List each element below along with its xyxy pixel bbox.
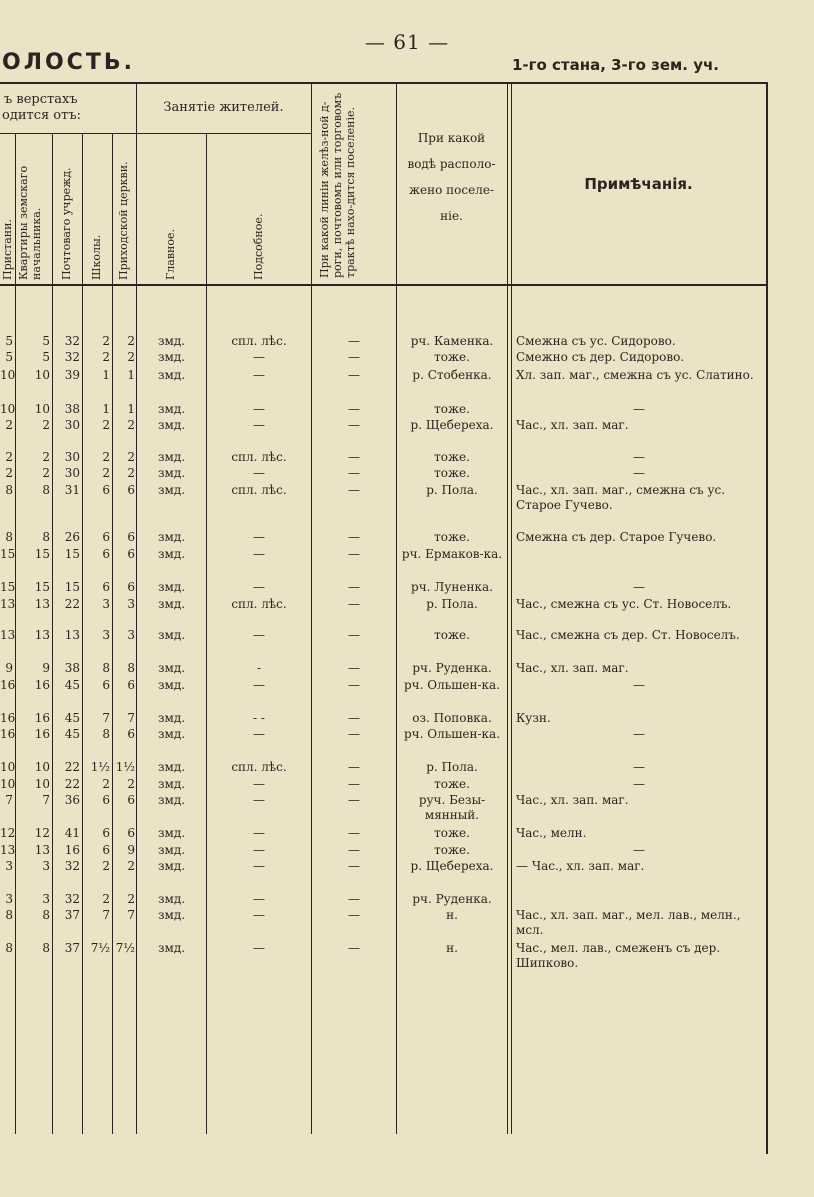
cell-c4: 2 <box>127 350 135 364</box>
cell-c3: 6 <box>102 530 110 544</box>
cell-water: рч. Руденка. <box>412 892 492 906</box>
col-divider <box>396 84 397 1134</box>
cell-notes: Смежна съ ус. Сидорово. <box>516 334 676 348</box>
header-kvartira: Квартиры земскаго начальника. <box>17 165 43 280</box>
cell-c2: 38 <box>64 661 80 675</box>
cell-aux: спл. лѣс. <box>231 597 287 611</box>
cell-main: змд. <box>157 777 186 791</box>
cell-c2: 16 <box>64 843 80 857</box>
cell-c1: 2 <box>42 466 50 480</box>
cell-c4: 2 <box>127 892 135 906</box>
cell-rail: — <box>348 597 360 611</box>
cell-water: тоже. <box>434 466 470 480</box>
cell-notes: — Час., хл. зап. маг. <box>516 859 645 873</box>
header-railway: При какой линіи желѣз-ной д-роги, почтовомъ или торговомъ трактѣ нахо-дится поселеніе. <box>318 92 357 278</box>
cell-c3: 2 <box>102 418 110 432</box>
cell-c0: 12 <box>0 826 16 840</box>
cell-c2: 32 <box>64 892 80 906</box>
cell-main: змд. <box>157 547 186 561</box>
cell-c3: 2 <box>102 859 110 873</box>
cell-aux: — <box>253 678 265 692</box>
cell-c4: 6 <box>127 580 135 594</box>
cell-water: оз. Поповка. <box>412 711 492 725</box>
cell-c0: 8 <box>5 908 13 922</box>
stan-info: 1-го стана, 3-го зем. уч. <box>511 56 719 74</box>
cell-main: змд. <box>157 793 186 807</box>
distance-group-rule <box>0 133 136 134</box>
cell-c3: 6 <box>102 580 110 594</box>
cell-c1: 16 <box>34 678 50 692</box>
cell-water: тоже. <box>434 402 470 416</box>
cell-notes: — <box>633 843 645 857</box>
cell-aux: — <box>253 859 265 873</box>
cell-notes: Хл. зап. маг., смежна съ ус. Слатино. <box>516 368 754 382</box>
cell-c2: 32 <box>64 859 80 873</box>
distance-group-line2: одится отъ: <box>2 108 81 123</box>
header-tserkov: Приходской церкви. <box>117 161 130 280</box>
cell-c3: 2 <box>102 892 110 906</box>
cell-water: тоже. <box>434 350 470 364</box>
col-divider <box>766 84 768 1154</box>
cell-c4: 9 <box>127 843 135 857</box>
cell-water: рч. Каменка. <box>410 334 494 348</box>
cell-c3: 7 <box>102 908 110 922</box>
col-divider <box>511 84 512 1134</box>
cell-c4: 6 <box>127 826 135 840</box>
cell-aux: - <box>256 661 262 675</box>
cell-c3: 6 <box>102 678 110 692</box>
cell-c2: 31 <box>64 483 80 497</box>
cell-c4: 2 <box>127 466 135 480</box>
cell-rail: — <box>348 826 360 840</box>
cell-main: змд. <box>157 530 186 544</box>
cell-c4: 2 <box>127 859 135 873</box>
cell-c2: 22 <box>64 777 80 791</box>
cell-notes: Час., хл. зап. маг. <box>516 661 629 675</box>
cell-c2: 30 <box>64 466 80 480</box>
cell-c0: 16 <box>0 711 16 725</box>
cell-notes: Час., мелн. <box>516 826 587 840</box>
cell-c4: 7½ <box>115 941 135 955</box>
cell-c1: 10 <box>34 368 50 382</box>
cell-c0: 3 <box>5 892 13 906</box>
cell-c0: 2 <box>5 450 13 464</box>
cell-water: н. <box>446 908 458 922</box>
cell-water: н. <box>446 941 458 955</box>
cell-aux: — <box>253 402 265 416</box>
cell-aux: спл. лѣс. <box>231 760 287 774</box>
cell-c4: 6 <box>127 483 135 497</box>
cell-aux: — <box>253 941 265 955</box>
cell-rail: — <box>348 466 360 480</box>
cell-rail: — <box>348 678 360 692</box>
header-water-line4: ніе. <box>440 209 463 223</box>
cell-main: змд. <box>157 892 186 906</box>
cell-c3: 1 <box>102 368 110 382</box>
cell-main: змд. <box>157 466 186 480</box>
cell-rail: — <box>348 450 360 464</box>
cell-notes: Час., хл. зап. маг., смежна съ ус. Старое Гучево. <box>516 483 726 512</box>
cell-c4: 1 <box>127 402 135 416</box>
cell-notes: — <box>633 727 645 741</box>
cell-c2: 15 <box>64 580 80 594</box>
cell-c4: 7 <box>127 908 135 922</box>
cell-rail: — <box>348 418 360 432</box>
cell-notes: Смежно съ дер. Сидорово. <box>516 350 685 364</box>
header-aux: Подсобное. <box>252 213 265 280</box>
cell-c2: 41 <box>64 826 80 840</box>
cell-c4: 6 <box>127 793 135 807</box>
cell-notes: — <box>633 777 645 791</box>
cell-c4: 6 <box>127 678 135 692</box>
cell-c3: 1 <box>102 402 110 416</box>
cell-c1: 2 <box>42 450 50 464</box>
cell-c0: 5 <box>5 334 13 348</box>
header-water-line2: водѣ располо- <box>407 157 496 171</box>
cell-rail: — <box>348 483 360 497</box>
cell-aux: — <box>253 826 265 840</box>
cell-aux: - - <box>253 711 265 725</box>
cell-main: змд. <box>157 678 186 692</box>
cell-water: тоже. <box>434 450 470 464</box>
cell-rail: — <box>348 892 360 906</box>
cell-water: тоже. <box>434 530 470 544</box>
cell-rail: — <box>348 941 360 955</box>
cell-c3: 2 <box>102 350 110 364</box>
cell-aux: — <box>253 777 265 791</box>
cell-c0: 16 <box>0 727 16 741</box>
cell-c3: 6 <box>102 843 110 857</box>
cell-notes: Час., хл. зап. маг., мел. лав., мелн., мсл. <box>516 908 741 937</box>
cell-aux: — <box>253 466 265 480</box>
table-top-rule <box>0 82 768 84</box>
cell-c2: 26 <box>64 530 80 544</box>
header-water <box>396 125 507 229</box>
cell-c1: 10 <box>34 402 50 416</box>
cell-c3: 3 <box>102 597 110 611</box>
cell-notes: Час., смежна съ дер. Ст. Новоселъ. <box>516 628 740 642</box>
cell-c1: 16 <box>34 727 50 741</box>
cell-c3: 1½ <box>90 760 110 774</box>
cell-c1: 3 <box>42 859 50 873</box>
cell-c4: 6 <box>127 547 135 561</box>
cell-aux: — <box>253 350 265 364</box>
cell-aux: — <box>253 530 265 544</box>
cell-water: рч. Ольшен-ка. <box>403 678 501 692</box>
cell-c1: 5 <box>42 334 50 348</box>
cell-c1: 12 <box>34 826 50 840</box>
cell-c1: 3 <box>42 892 50 906</box>
cell-water: тоже. <box>434 826 470 840</box>
cell-c2: 32 <box>64 334 80 348</box>
cell-c3: 6 <box>102 483 110 497</box>
cell-c3: 7 <box>102 711 110 725</box>
cell-aux: — <box>253 843 265 857</box>
occupation-group-rule <box>136 133 311 134</box>
cell-c1: 8 <box>42 908 50 922</box>
header-water-line3: жено поселе- <box>408 183 494 197</box>
cell-main: змд. <box>157 334 186 348</box>
cell-c1: 13 <box>34 628 50 642</box>
cell-rail: — <box>348 760 360 774</box>
cell-c4: 2 <box>127 418 135 432</box>
cell-rail: — <box>348 530 360 544</box>
cell-main: змд. <box>157 368 186 382</box>
cell-water: р. Щебереха. <box>410 418 494 432</box>
cell-c2: 38 <box>64 402 80 416</box>
cell-c3: 6 <box>102 547 110 561</box>
cell-main: змд. <box>157 450 186 464</box>
cell-main: змд. <box>157 727 186 741</box>
cell-water: рч. Ермаков-ка. <box>401 547 503 561</box>
cell-notes: Час., хл. зап. маг. <box>516 793 629 807</box>
cell-c0: 13 <box>0 628 16 642</box>
cell-aux: — <box>253 418 265 432</box>
cell-aux: — <box>253 793 265 807</box>
cell-c1: 13 <box>34 843 50 857</box>
cell-c2: 39 <box>64 368 80 382</box>
cell-aux: спл. лѣс. <box>231 450 287 464</box>
cell-notes: — <box>633 580 645 594</box>
cell-water: р. Пола. <box>426 760 478 774</box>
cell-notes: — <box>633 760 645 774</box>
cell-c1: 9 <box>42 661 50 675</box>
cell-c0: 8 <box>5 483 13 497</box>
cell-rail: — <box>348 402 360 416</box>
cell-c3: 2 <box>102 334 110 348</box>
cell-c1: 5 <box>42 350 50 364</box>
cell-c3: 6 <box>102 826 110 840</box>
cell-rail: — <box>348 547 360 561</box>
cell-rail: — <box>348 711 360 725</box>
cell-c0: 2 <box>5 466 13 480</box>
cell-c0: 15 <box>0 580 16 594</box>
cell-c3: 6 <box>102 793 110 807</box>
cell-rail: — <box>348 628 360 642</box>
cell-notes: — <box>633 678 645 692</box>
cell-c2: 45 <box>64 727 80 741</box>
cell-water: тоже. <box>434 628 470 642</box>
cell-notes: Час., хл. зап. маг. <box>516 418 629 432</box>
cell-aux: спл. лѣс. <box>231 483 287 497</box>
cell-c0: 2 <box>5 418 13 432</box>
cell-c4: 3 <box>127 628 135 642</box>
cell-aux: — <box>253 368 265 382</box>
cell-aux: — <box>253 908 265 922</box>
cell-c2: 13 <box>64 628 80 642</box>
header-pristan: Пристани. <box>1 219 14 280</box>
cell-rail: — <box>348 859 360 873</box>
cell-c1: 10 <box>34 760 50 774</box>
cell-c3: 2 <box>102 777 110 791</box>
cell-c1: 8 <box>42 483 50 497</box>
page-number: — 61 — <box>364 30 450 54</box>
cell-aux: — <box>253 727 265 741</box>
cell-water: тоже. <box>434 843 470 857</box>
cell-c0: 9 <box>5 661 13 675</box>
cell-main: змд. <box>157 941 186 955</box>
cell-notes: Смежна съ дер. Старое Гучево. <box>516 530 717 544</box>
cell-rail: — <box>348 580 360 594</box>
cell-c3: 2 <box>102 450 110 464</box>
cell-c0: 16 <box>0 678 16 692</box>
cell-c2: 36 <box>64 793 80 807</box>
cell-c0: 8 <box>5 530 13 544</box>
cell-notes: Час., мел. лав., смеженъ съ дер. Шипково. <box>516 941 721 970</box>
col-divider <box>507 84 508 1134</box>
cell-rail: — <box>348 727 360 741</box>
cell-water: руч. Безы-мянный. <box>418 793 486 822</box>
cell-main: змд. <box>157 597 186 611</box>
cell-rail: — <box>348 368 360 382</box>
cell-main: змд. <box>157 908 186 922</box>
volost-title: ОЛОСТЬ. <box>2 50 135 75</box>
cell-main: змд. <box>157 402 186 416</box>
cell-main: змд. <box>157 826 186 840</box>
cell-main: змд. <box>157 580 186 594</box>
header-notes: Примѣчанія. <box>584 175 693 193</box>
cell-c2: 37 <box>64 908 80 922</box>
cell-main: змд. <box>157 628 186 642</box>
cell-main: змд. <box>157 350 186 364</box>
cell-c4: 3 <box>127 597 135 611</box>
cell-c4: 2 <box>127 450 135 464</box>
cell-c4: 7 <box>127 711 135 725</box>
cell-main: змд. <box>157 418 186 432</box>
header-bottom-rule <box>0 284 768 286</box>
cell-c0: 8 <box>5 941 13 955</box>
header-shkola: Школы. <box>90 234 103 280</box>
cell-c4: 2 <box>127 334 135 348</box>
header-main: Главное. <box>164 229 177 280</box>
header-water-line1: При какой <box>417 131 486 145</box>
occupation-group-header: Занятіе жителей. <box>163 100 284 115</box>
cell-c2: 45 <box>64 711 80 725</box>
cell-rail: — <box>348 793 360 807</box>
cell-c2: 22 <box>64 597 80 611</box>
cell-main: змд. <box>157 843 186 857</box>
cell-c2: 32 <box>64 350 80 364</box>
cell-rail: — <box>348 334 360 348</box>
cell-main: змд. <box>157 483 186 497</box>
cell-c0: 10 <box>0 760 16 774</box>
cell-water: тоже. <box>434 777 470 791</box>
cell-c2: 30 <box>64 418 80 432</box>
cell-c0: 10 <box>0 777 16 791</box>
cell-c2: 45 <box>64 678 80 692</box>
distance-group-header <box>0 92 136 124</box>
cell-c1: 15 <box>34 547 50 561</box>
cell-water: р. Стобенка. <box>412 368 492 382</box>
cell-c1: 8 <box>42 941 50 955</box>
cell-c0: 3 <box>5 859 13 873</box>
cell-c1: 15 <box>34 580 50 594</box>
cell-aux: спл. лѣс. <box>231 334 287 348</box>
cell-c4: 8 <box>127 661 135 675</box>
cell-aux: — <box>253 547 265 561</box>
cell-c0: 15 <box>0 547 16 561</box>
cell-c0: 10 <box>0 368 16 382</box>
cell-c2: 30 <box>64 450 80 464</box>
cell-main: змд. <box>157 661 186 675</box>
cell-water: р. Пола. <box>426 483 478 497</box>
cell-c2: 22 <box>64 760 80 774</box>
cell-c3: 8 <box>102 661 110 675</box>
cell-c4: 6 <box>127 530 135 544</box>
cell-c4: 2 <box>127 777 135 791</box>
cell-c4: 1½ <box>115 760 135 774</box>
cell-rail: — <box>348 908 360 922</box>
cell-c0: 7 <box>5 793 13 807</box>
cell-c2: 15 <box>64 547 80 561</box>
cell-c4: 6 <box>127 727 135 741</box>
cell-c0: 13 <box>0 843 16 857</box>
cell-rail: — <box>348 777 360 791</box>
cell-c1: 16 <box>34 711 50 725</box>
cell-main: змд. <box>157 760 186 774</box>
cell-rail: — <box>348 843 360 857</box>
cell-c3: 7½ <box>90 941 110 955</box>
cell-notes: — <box>633 466 645 480</box>
cell-aux: — <box>253 892 265 906</box>
cell-water: рч. Руденка. <box>412 661 492 675</box>
cell-notes: — <box>633 450 645 464</box>
cell-c1: 2 <box>42 418 50 432</box>
cell-c3: 2 <box>102 466 110 480</box>
cell-c1: 10 <box>34 777 50 791</box>
cell-main: змд. <box>157 859 186 873</box>
cell-notes: Час., смежна съ ус. Ст. Новоселъ. <box>516 597 732 611</box>
cell-c0: 5 <box>5 350 13 364</box>
cell-water: р. Пола. <box>426 597 478 611</box>
cell-aux: — <box>253 580 265 594</box>
cell-c1: 7 <box>42 793 50 807</box>
cell-c1: 8 <box>42 530 50 544</box>
cell-rail: — <box>348 350 360 364</box>
cell-c4: 1 <box>127 368 135 382</box>
cell-c3: 3 <box>102 628 110 642</box>
cell-c2: 37 <box>64 941 80 955</box>
distance-group-line1: ъ верстахъ <box>4 92 78 107</box>
cell-notes: Кузн. <box>516 711 551 725</box>
cell-c3: 8 <box>102 727 110 741</box>
cell-water: рч. Луненка. <box>411 580 493 594</box>
cell-notes: — <box>633 402 645 416</box>
cell-rail: — <box>348 661 360 675</box>
cell-c1: 13 <box>34 597 50 611</box>
cell-c0: 13 <box>0 597 16 611</box>
cell-c0: 10 <box>0 402 16 416</box>
cell-main: змд. <box>157 711 186 725</box>
header-pochta: Почтоваго учрежд. <box>60 167 73 280</box>
cell-aux: — <box>253 628 265 642</box>
cell-water: р. Щебереха. <box>410 859 494 873</box>
cell-water: рч. Ольшен-ка. <box>403 727 501 741</box>
